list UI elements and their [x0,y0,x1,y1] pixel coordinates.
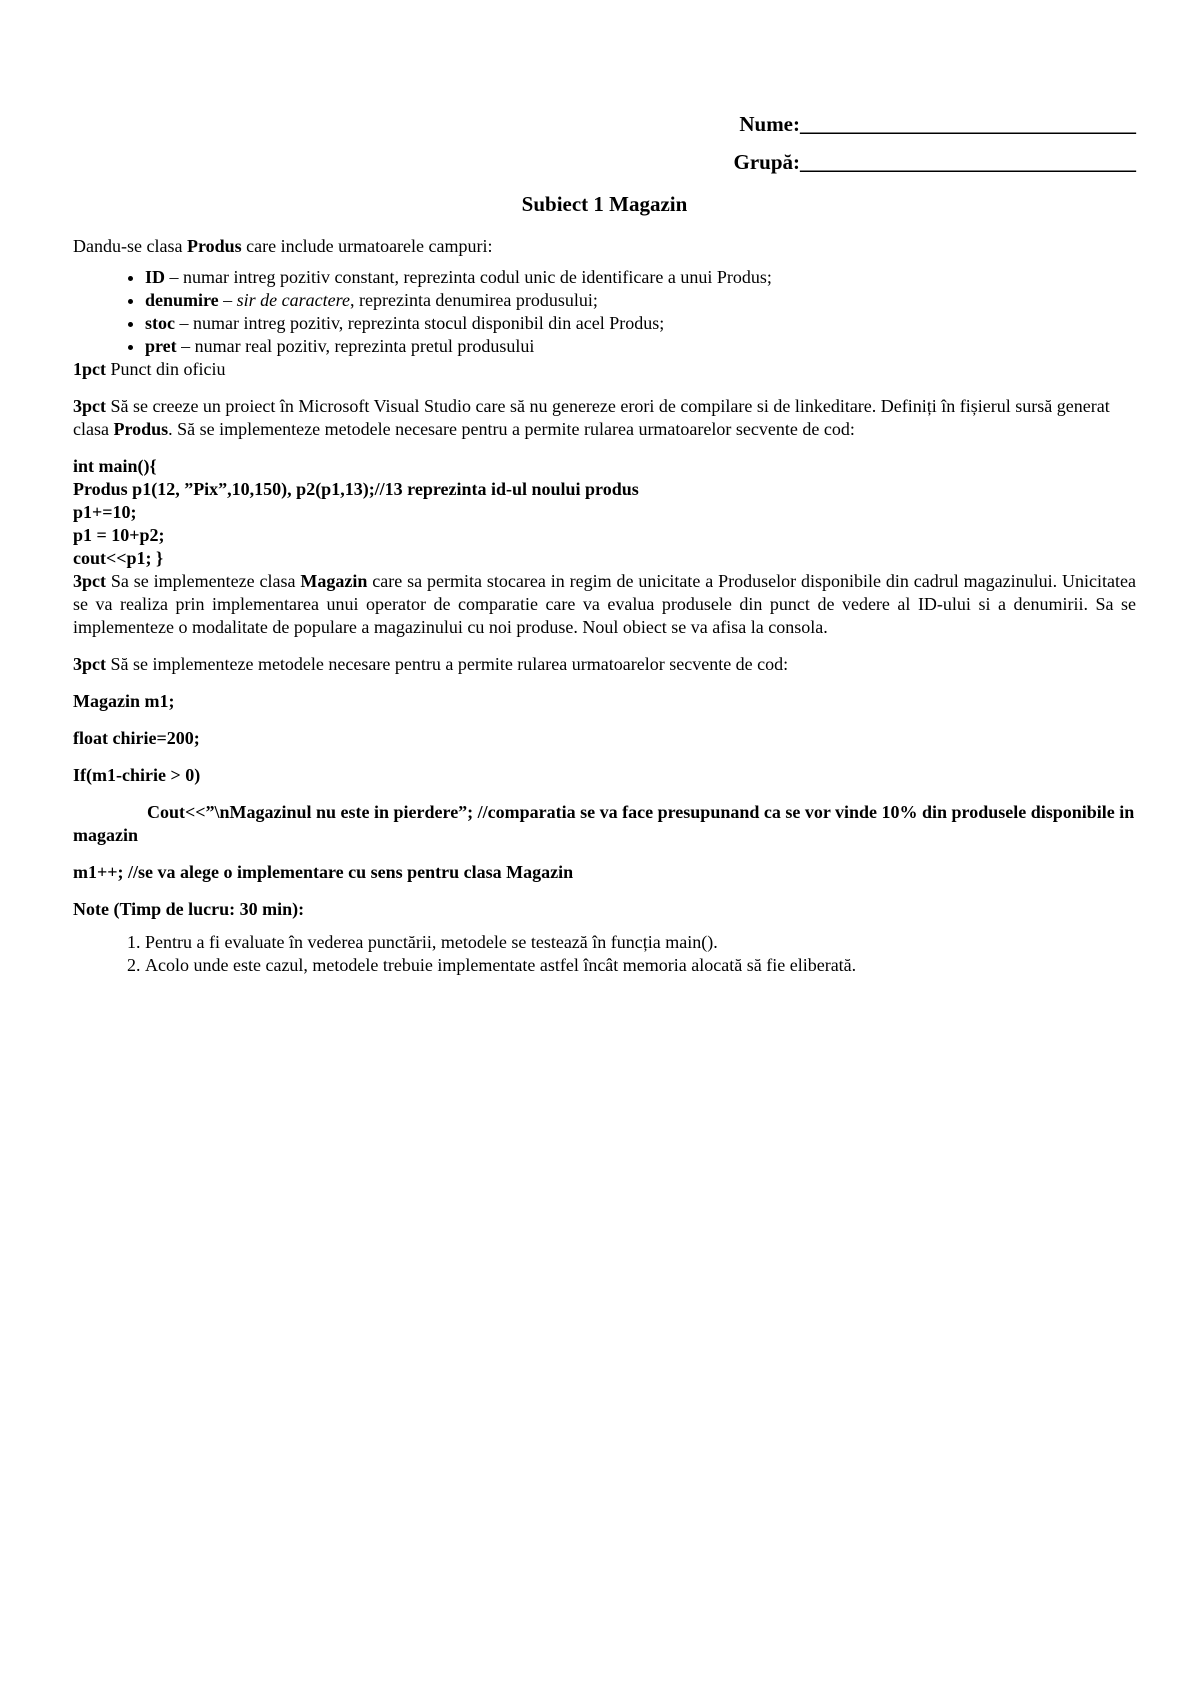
list-item [145,312,1136,335]
task3-paragraph [73,570,1136,639]
code-line-chirie: float chirie=200; [73,728,200,748]
list-item [145,266,1136,289]
task2-text-a: Să se creeze un proiect în Microsoft Visual Studio care să nu genereze erori de compilare si de linkeditare. Definiți în fișierul sursă generat clasa [73,396,1110,439]
task3-points: 3pct [73,571,106,591]
notes-list [73,931,1136,977]
name-blank: ________________________________ [800,112,1136,136]
list-item [145,289,1136,312]
list-item [145,335,1136,358]
code-line: Produs p1(12, ”Pix”,10,150), p2(p1,13);//13 reprezinta id-ul noului produs [73,479,639,499]
field-name: stoc [145,313,175,333]
intro-class: Produs [186,236,242,256]
task1-text: Punct din oficiu [106,359,226,379]
task4-paragraph [73,653,1136,676]
name-field [739,112,1136,137]
task4-text: Să se implementeze metodele necesare pentru a permite rularea urmatoarelor secvente de cod: [106,654,789,674]
field-desc: – numar real pozitiv, reprezinta pretul produsului [176,336,535,356]
intro-post: care include urmatoarele campuri: [241,236,493,256]
task3-text-b: care sa permita stocarea in regim de unicitate a Produselor disponibile din cadrul magazinului. Unicitatea se va realiza prin implementarea unui operator de comparatie care va evalua produsele din punct de vedere al ID-ului si a denumirii. Sa se implementeze o modalitate de populare a magazinului cu noi produse. Noul obiect se va afisa la consola. [73,571,1136,637]
code-line-cout: Cout<<”\nMagazinul nu este in pierdere”; //comparatia se va face presupunand ca se vor vinde 10% din produsele disponibile in magazin [73,802,1135,845]
name-label: Nume: [739,112,800,136]
field-name: denumire [145,290,219,310]
task2-text-b: . Să se implementeze metodele necesare pentru a permite rularea urmatoarelor secvente de cod: [168,419,855,439]
field-name: ID [145,267,166,287]
task2-paragraph [73,395,1136,441]
list-item: 1. Pentru a fi evaluate în vederea punctării, metodele se testează în funcția main(). [145,931,1136,954]
field-desc: – numar intreg pozitiv constant, reprezinta codul unic de identificare a unui Produs; [165,267,772,287]
code-line: p1 = 10+p2; [73,525,165,545]
field-desc: , reprezinta denumirea produsului; [349,290,598,310]
task2-class: Produs [113,419,169,439]
task1-paragraph [73,358,1136,381]
group-blank: ________________________________ [800,150,1136,174]
code-line-increment: m1++; //se va alege o implementare cu sens pentru clasa Magazin [73,862,574,882]
code-line: int main(){ [73,456,157,476]
field-desc: – numar intreg pozitiv, reprezinta stocul disponibil din acel Produs; [175,313,665,333]
code-block-main [73,455,1136,570]
page-title: Subiect 1 Magazin [521,192,688,216]
field-desc-pre: – [218,290,237,310]
code-line-magazin: Magazin m1; [73,691,175,711]
fields-list [73,266,1136,358]
document-body [73,235,1136,977]
field-desc-italic: sir de caractere [236,290,350,310]
field-name: pret [145,336,177,356]
intro-pre: Dandu-se clasa [73,236,187,256]
task4-points: 3pct [73,654,106,674]
task3-class: Magazin [300,571,368,591]
task2-points: 3pct [73,396,106,416]
group-field [733,150,1136,175]
list-item: 2. Acolo unde este cazul, metodele trebuie implementate astfel încât memoria alocată să fie eliberată. [145,954,1136,977]
task1-points: 1pct [73,359,106,379]
group-label: Grupă: [733,150,800,174]
task3-text-a: Sa se implementeze clasa [106,571,301,591]
intro-paragraph [73,235,1136,258]
code-line-if: If(m1-chirie > 0) [73,765,201,785]
code-line: p1+=10; [73,502,137,522]
code-line: cout<<p1; } [73,548,164,568]
notes-heading: Note (Timp de lucru: 30 min): [73,899,305,919]
